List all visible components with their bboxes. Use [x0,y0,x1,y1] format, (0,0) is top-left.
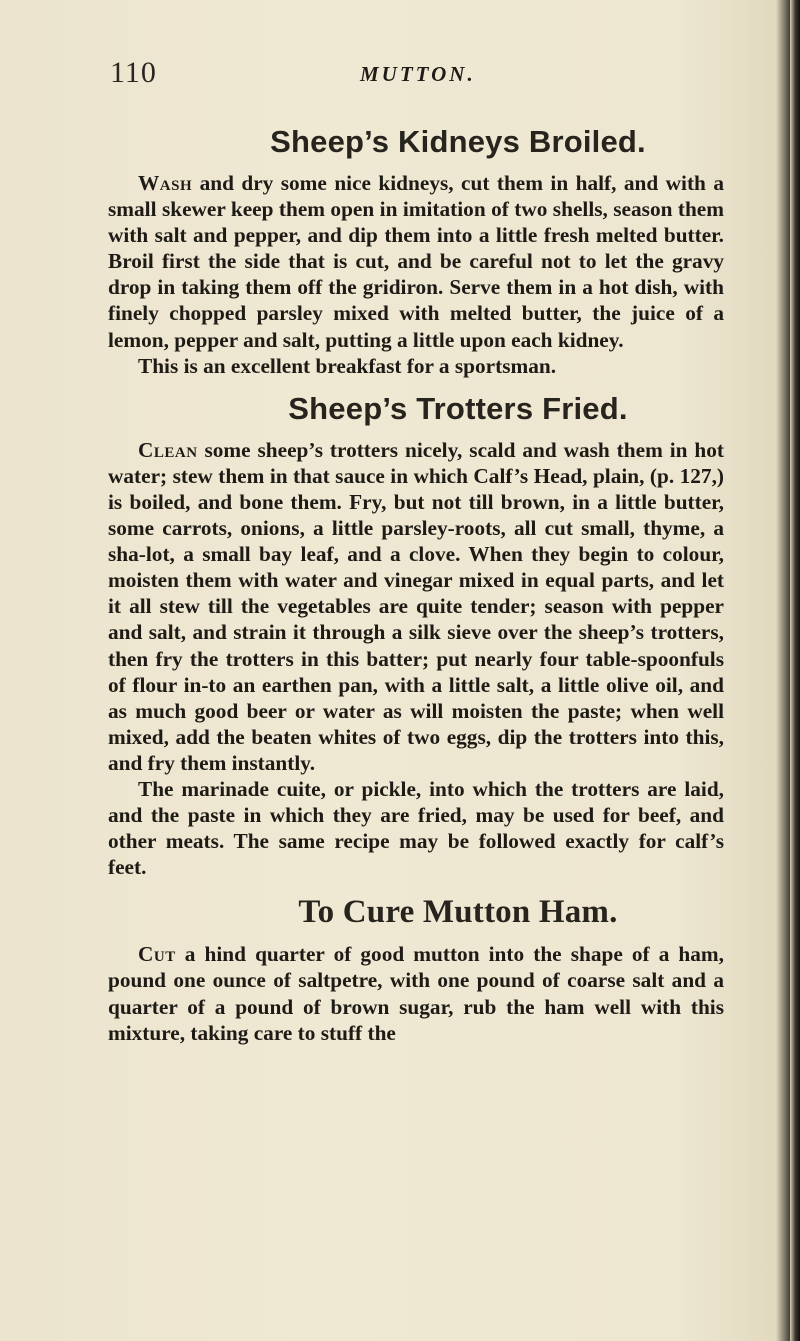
paragraph-text: some sheep’s trotters nicely, scald and wash them in hot water; stew them in that sauce in which Calf’s Head, plain, (p. 127,) is boiled, and bone them. Fry, but not till brown, in a little butter, some carrots, onions, a little parsley-roots, all cut small, thyme, a sha-lot, a small bay leaf, and a clove. When they begin to colour, moisten them with water and vinegar mixed in equal parts, and let it all stew till the vegetables are quite tender; season with pepper and salt, and strain it through a silk sieve over the sheep’s trotters, then fry the trotters in this batter; put nearly four table-spoonfuls of flour in-to an earthen pan, with a little salt, a little olive oil, and as much good beer or water as will moisten the paste; when well mixed, add the beaten whites of two eggs, dip the trotters into this, and fry them instantly. [108,437,724,775]
recipe-sheeps-kidneys-broiled [108,124,768,379]
recipe-title: Sheep’s Trotters Fried. [288,390,628,426]
paragraph-text: The marinade cuite, or pickle, into which the trotters are laid, and the paste in which they are fried, may be used for beef, and other meats. The same recipe may be followed exactly for calf’s feet. [108,776,724,880]
paragraph-lead-word: Clean [138,437,198,462]
page-edge-shadow [790,0,800,1341]
paragraph-text: and dry some nice kidneys, cut them in half, and with a small skewer keep them open in imitation of two shells, season them with salt and pepper, and dip them into a little fresh melted butter. Broil first the side that is cut, and be careful not to let the gravy drop in taking them off the gridiron. Serve them in a hot dish, with finely chopped parsley mixed with melted butter, the juice of a lemon, pepper and salt, putting a little upon each kidney. [108,171,724,352]
page-content [108,124,768,1046]
recipe-note [108,353,768,379]
running-head [110,56,710,90]
recipe-title: To Cure Mutton Ham. [298,894,618,931]
recipe-to-cure-mutton-ham [108,894,768,1045]
recipe-note [108,776,768,880]
paragraph-text: a hind quarter of good mutton into the shape of a ham, pound one ounce of saltpetre, with one pound of coarse salt and a quarter of a pound of brown sugar, rub the ham well with this mixture, taking care to stuff the [108,942,724,1045]
paragraph-lead-word: Wash [138,171,193,195]
recipe-title: Sheep’s Kidneys Broiled. [270,124,646,159]
section-title: MUTTON. [360,62,476,86]
paragraph-text: This is an excellent breakfast for a sportsman. [138,353,557,378]
paragraph-lead-word: Cut [138,942,176,967]
recipe-paragraph [108,170,768,353]
page-number: 110 [110,56,157,89]
recipe-paragraph [108,437,768,776]
recipe-sheeps-trotters-fried [108,391,768,881]
recipe-paragraph [108,941,768,1045]
